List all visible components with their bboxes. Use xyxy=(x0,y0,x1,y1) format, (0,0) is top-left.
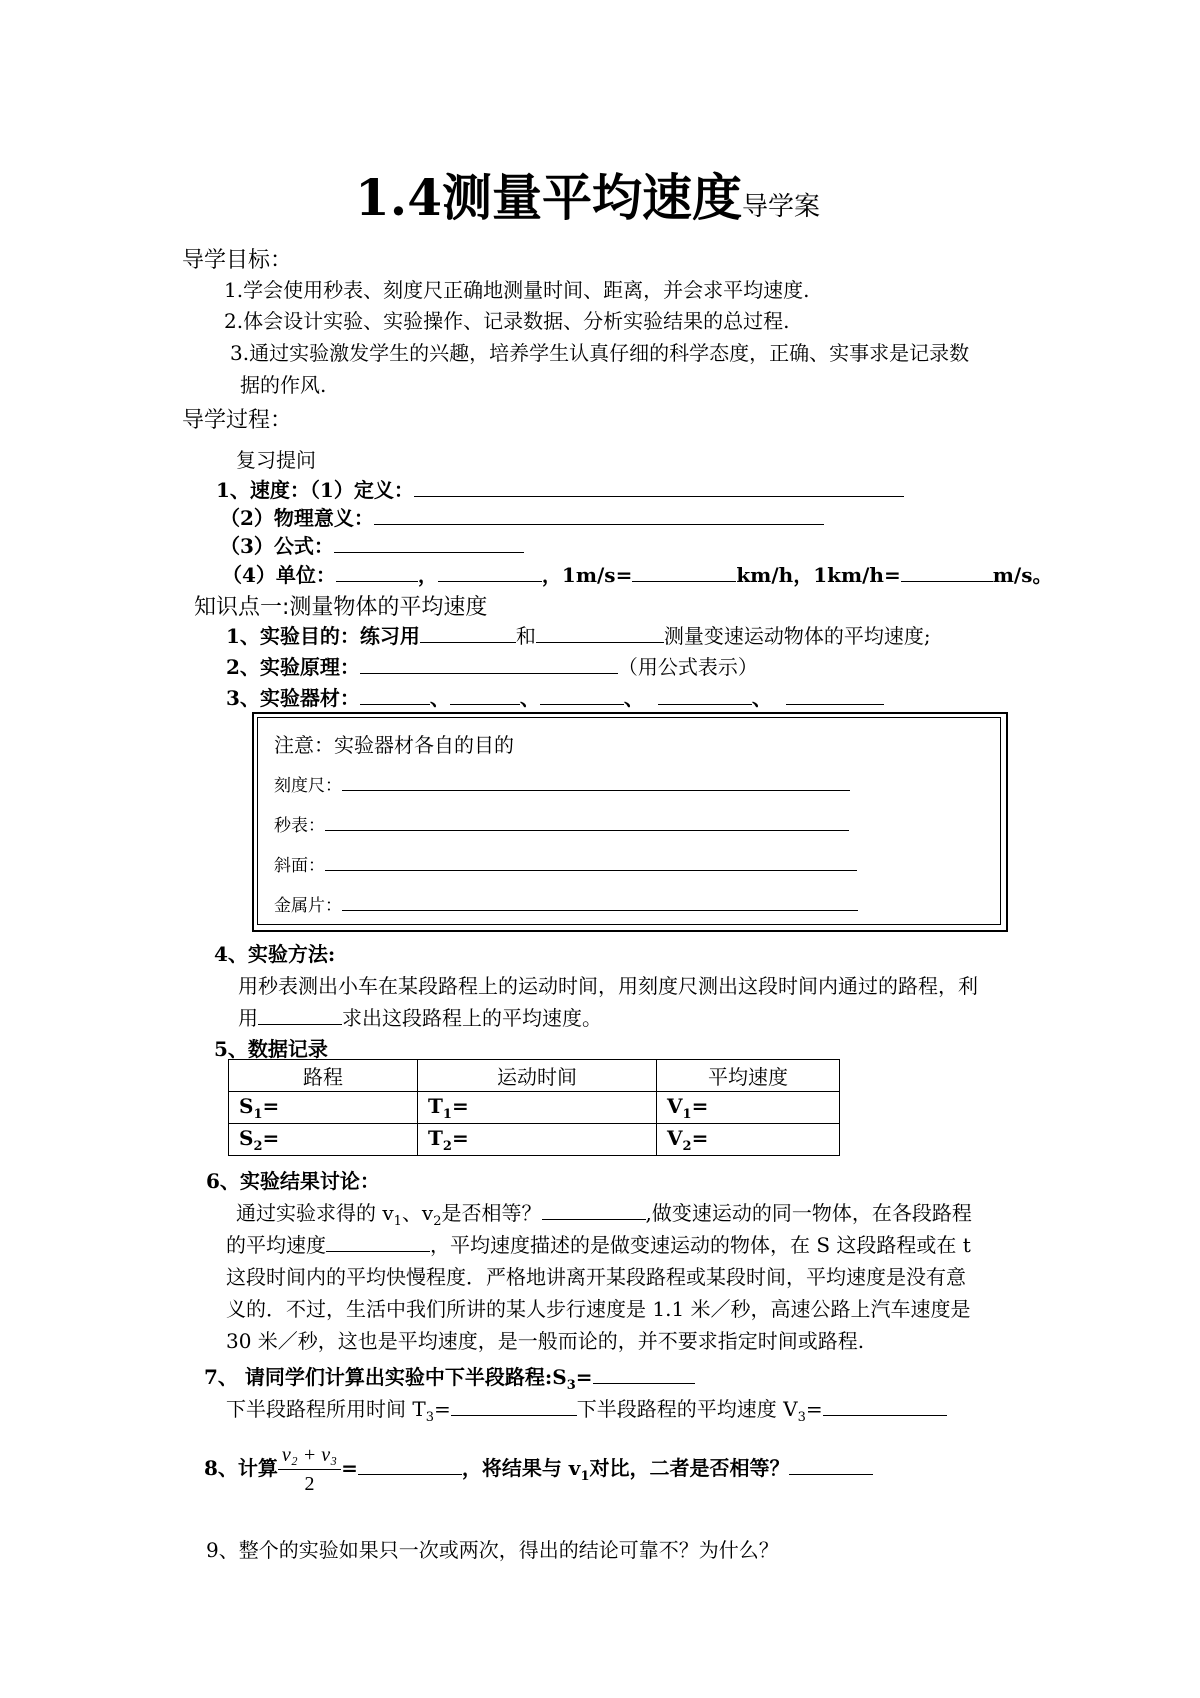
kp1-item-3 xyxy=(226,684,884,712)
blank-field[interactable] xyxy=(414,478,904,497)
table-cell[interactable] xyxy=(657,1092,840,1124)
cell-eq: = xyxy=(691,1093,709,1118)
cell-eq: = xyxy=(451,1125,469,1150)
kp1-item-1-c: 测量变速运动物体的平均速度; xyxy=(663,624,931,648)
process-heading: 导学过程： xyxy=(182,408,293,433)
goal-item: 1.学会使用秒表、刻度尺正确地测量时间、距离，并会求平均速度. xyxy=(224,278,810,302)
cell-sub: 2 xyxy=(253,1138,263,1154)
sep: 、 xyxy=(429,686,450,710)
blank-field[interactable] xyxy=(901,563,993,582)
cell-sub: 1 xyxy=(442,1106,452,1122)
kp1-item-3-label: 3、实验器材： xyxy=(226,686,360,710)
blank-field[interactable] xyxy=(420,624,516,643)
table-cell[interactable] xyxy=(657,1124,840,1156)
cell-eq: = xyxy=(262,1125,280,1150)
fraction-numerator: v₂ + v₃ xyxy=(278,1441,341,1470)
q7-text: = xyxy=(433,1397,451,1421)
kp1-heading: 知识点一:测量物体的平均速度 xyxy=(194,595,488,620)
blank-field[interactable] xyxy=(823,1397,947,1416)
blank-field[interactable] xyxy=(658,686,752,705)
cell-eq: = xyxy=(691,1125,709,1150)
sep: 、 xyxy=(519,686,540,710)
discussion-line: 义的．不过，生活中我们所讲的某人步行速度是 1.1 米／秒，高速公路上汽车速度是 xyxy=(226,1297,971,1321)
sep: 、 xyxy=(751,686,772,710)
q7-text: 下半段路程的平均速度 V xyxy=(576,1397,798,1421)
note-row-label: 斜面： xyxy=(274,856,325,876)
method-line-2-a: 用 xyxy=(238,1006,258,1030)
sep: 、 xyxy=(623,686,644,710)
blank-field[interactable] xyxy=(450,686,520,705)
cell-sub: 2 xyxy=(442,1138,452,1154)
blank-field[interactable] xyxy=(789,1456,873,1475)
q9-line: 9、整个的实验如果只一次或两次，得出的结论可靠不？为什么？ xyxy=(206,1538,779,1562)
unit-conversion-1: ，1m/s= xyxy=(541,563,633,587)
blank-field[interactable] xyxy=(336,563,418,582)
cell-label: T xyxy=(428,1125,443,1150)
discussion-line: 这段时间内的平均快慢程度．严格地讲离开某段路程或某段时间，平均速度是没有意 xyxy=(226,1265,966,1289)
cell-label: S xyxy=(239,1093,254,1118)
data-table xyxy=(228,1059,840,1156)
blank-field[interactable] xyxy=(438,563,542,582)
kp1-item-1-a: 1、实验目的：练习用 xyxy=(226,624,420,648)
q8-text: 对比，二者是否相等？ xyxy=(589,1456,790,1480)
method-line-2-b: 求出这段路程上的平均速度。 xyxy=(342,1006,602,1030)
cell-label: V xyxy=(667,1125,683,1150)
method-heading: 4、实验方法: xyxy=(214,942,336,966)
blank-field[interactable] xyxy=(540,686,624,705)
q8-sub: 1 xyxy=(580,1469,590,1484)
q7-sub: 3 xyxy=(425,1410,434,1425)
blank-field[interactable] xyxy=(536,624,664,643)
kp1-item-1 xyxy=(226,622,931,650)
review-q3-label: （3）公式： xyxy=(220,534,334,558)
discussion-line xyxy=(226,1231,971,1259)
table-row xyxy=(229,1124,840,1156)
method-line-1: 用秒表测出小车在某段路程上的运动时间，用刻度尺测出这段时间内通过的路程，利 xyxy=(238,974,978,998)
kp1-item-2-a: 2、实验原理： xyxy=(226,655,360,679)
discussion-text: ,做变速运动的同一物体，在各段路程 xyxy=(645,1201,972,1225)
blank-field[interactable] xyxy=(342,892,858,911)
kp1-item-1-b: 和 xyxy=(515,624,536,648)
comma: ， xyxy=(417,563,438,587)
review-heading: 复习提问 xyxy=(236,448,316,472)
review-q2-label: （2）物理意义： xyxy=(220,506,374,530)
title-main: 1.4测量平均速度 xyxy=(355,168,742,227)
q7-text: = xyxy=(575,1365,593,1389)
table-header: 运动时间 xyxy=(418,1060,657,1092)
cell-sub: 2 xyxy=(682,1138,692,1154)
table-header-row xyxy=(229,1060,840,1092)
table-cell[interactable] xyxy=(229,1092,418,1124)
review-q2 xyxy=(220,504,824,532)
blank-field[interactable] xyxy=(360,655,618,674)
blank-field[interactable] xyxy=(786,686,884,705)
note-row xyxy=(274,770,850,800)
q7-line-2 xyxy=(226,1395,947,1432)
q7-text: 下半段路程所用时间 T xyxy=(226,1397,426,1421)
blank-field[interactable] xyxy=(258,1006,342,1025)
blank-field[interactable] xyxy=(632,563,736,582)
q8-text: = xyxy=(341,1456,358,1480)
kp1-item-2 xyxy=(226,653,758,681)
table-cell[interactable] xyxy=(229,1124,418,1156)
discussion-text: ，平均速度描述的是做变速运动的物体，在 S 这段路程或在 t xyxy=(430,1233,971,1257)
blank-field[interactable] xyxy=(325,852,857,871)
q7-text: = xyxy=(805,1397,823,1421)
blank-field[interactable] xyxy=(358,1456,462,1475)
title-suffix: 导学案 xyxy=(742,192,821,222)
cell-eq: = xyxy=(451,1093,469,1118)
review-q1 xyxy=(216,476,904,504)
review-q4 xyxy=(222,561,1052,589)
discussion-line: 30 米／秒，这也是平均速度，是一般而论的，并不要求指定时间或路程. xyxy=(226,1329,865,1353)
discussion-text: 是否相等？ xyxy=(441,1201,542,1225)
discussion-text: 的平均速度 xyxy=(226,1233,326,1257)
table-cell[interactable] xyxy=(418,1124,657,1156)
review-q4-label: （4）单位： xyxy=(222,563,336,587)
note-row-label: 秒表： xyxy=(274,816,325,836)
blank-field[interactable] xyxy=(360,686,430,705)
goals-heading: 导学目标： xyxy=(182,248,293,273)
discussion-sub: 2 xyxy=(433,1214,442,1229)
blank-field[interactable] xyxy=(334,534,524,553)
note-row-label: 刻度尺： xyxy=(274,776,342,796)
table-cell[interactable] xyxy=(418,1092,657,1124)
q7-text: 7、 请同学们计算出实验中下半段路程:S xyxy=(204,1365,567,1389)
discussion-text: 、v xyxy=(401,1201,434,1225)
q7-sub: 3 xyxy=(566,1378,576,1393)
fraction xyxy=(278,1441,341,1498)
discussion-heading: 6、实验结果讨论： xyxy=(206,1169,380,1193)
cell-label: S xyxy=(239,1125,254,1150)
blank-field[interactable] xyxy=(451,1397,577,1416)
page-title xyxy=(355,158,820,230)
note-row xyxy=(274,850,857,880)
cell-sub: 1 xyxy=(682,1106,692,1122)
discussion-sub: 1 xyxy=(393,1214,402,1229)
fraction-denominator: 2 xyxy=(304,1473,315,1495)
blank-field[interactable] xyxy=(325,812,849,831)
note-row-label: 金属片： xyxy=(274,896,342,916)
note-row xyxy=(274,890,858,920)
cell-eq: = xyxy=(262,1093,280,1118)
q8-text: 8、计算 xyxy=(204,1456,278,1480)
kp1-item-2-b: （用公式表示） xyxy=(617,655,758,679)
q8-text: ，将结果与 v xyxy=(461,1456,581,1480)
blank-field[interactable] xyxy=(326,1233,430,1252)
blank-field[interactable] xyxy=(542,1201,646,1220)
discussion-text: 通过实验求得的 v xyxy=(236,1201,394,1225)
unit-end: m/s。 xyxy=(992,563,1053,587)
method-line-2 xyxy=(238,1004,602,1032)
q7-sub: 3 xyxy=(797,1410,806,1425)
table-header: 平均速度 xyxy=(657,1060,840,1092)
goal-item: 2.体会设计实验、实验操作、记录数据、分析实验结果的总过程. xyxy=(224,309,790,333)
cell-sub: 1 xyxy=(253,1106,263,1122)
blank-field[interactable] xyxy=(593,1365,695,1384)
goal-item: 据的作风. xyxy=(240,373,327,397)
goal-item: 3.通过实验激发学生的兴趣，培养学生认真仔细的科学态度，正确、实事求是记录数 xyxy=(230,341,970,365)
cell-label: T xyxy=(428,1093,443,1118)
record-heading: 5、数据记录 xyxy=(214,1037,328,1061)
note-title: 注意：实验器材各自的目的 xyxy=(274,733,514,757)
review-q3 xyxy=(220,532,524,560)
note-row xyxy=(274,810,849,840)
table-header: 路程 xyxy=(229,1060,418,1092)
cell-label: V xyxy=(667,1093,683,1118)
table-row xyxy=(229,1092,840,1124)
review-q1-label: 1、速度：（1）定义： xyxy=(216,478,414,502)
q8-line xyxy=(204,1441,873,1498)
blank-field[interactable] xyxy=(374,506,824,525)
unit-conversion-2: km/h，1km/h= xyxy=(736,563,901,587)
blank-field[interactable] xyxy=(342,772,850,791)
